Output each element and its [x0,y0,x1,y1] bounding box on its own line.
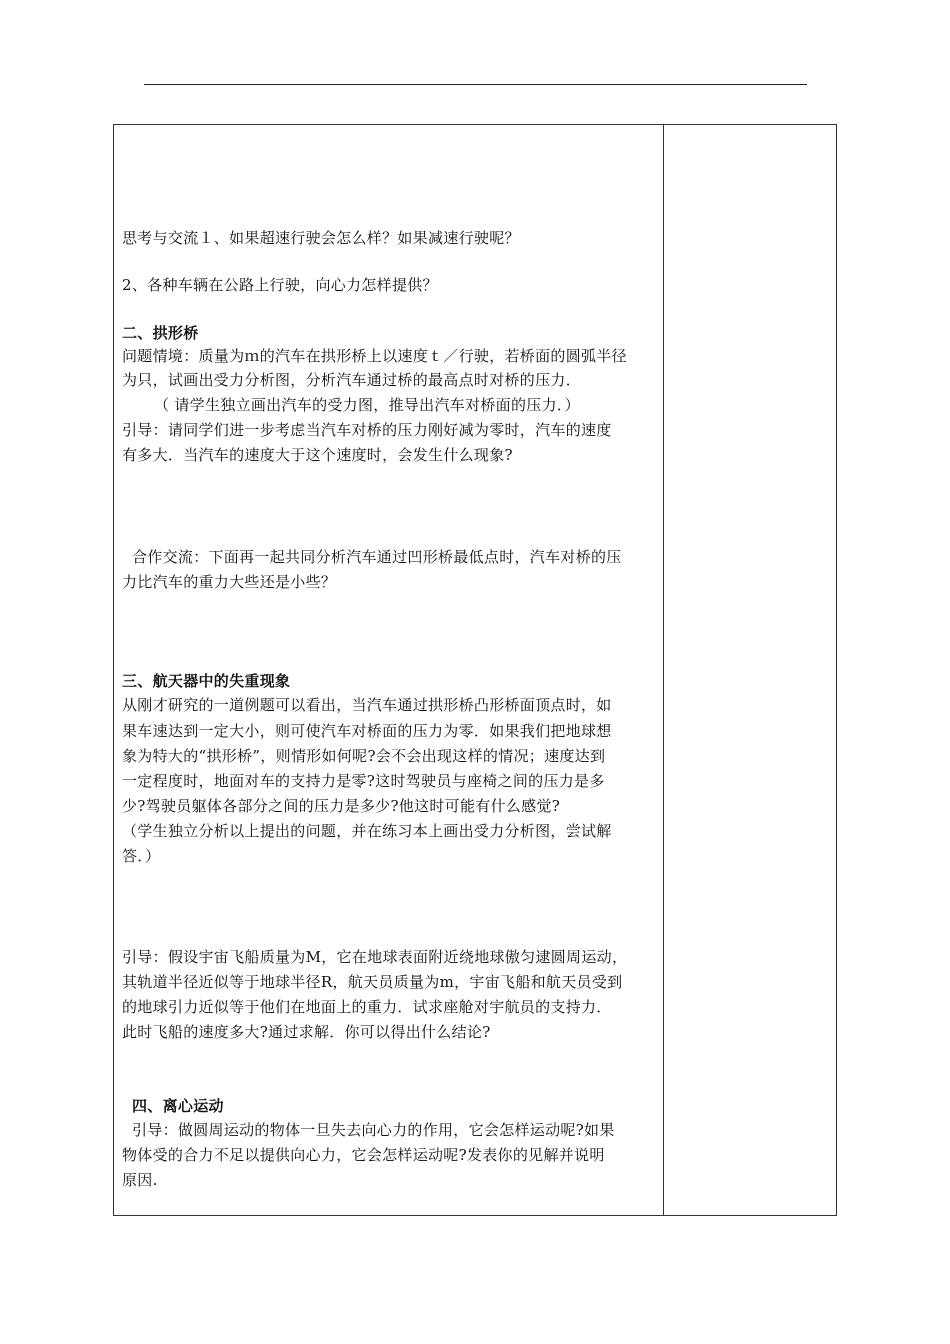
paragraph-line: 为只，试画出受力分析图，分析汽车通过桥的最高点时对桥的压力． [122,371,582,389]
header-rule [144,84,807,85]
paragraph-line: 答．） [122,847,161,865]
paragraph-line: 此时飞船的速度多大?通过求解．你可以得出什么结论? [122,1023,491,1041]
paragraph-line: 合作交流：下面再一起共同分析汽车通过凹形桥最低点时，汽车对桥的压 [132,548,622,566]
paragraph-line: 一定程度时，地面对车的支持力是零?这时驾驶员与座椅之间的压力是多 [122,772,605,790]
lesson-content-cell [122,125,660,1215]
section-heading-weightlessness: 三、航天器中的失重现象 [122,672,291,690]
section-heading-arch-bridge: 二、拱形桥 [122,324,199,342]
paragraph-line: 从刚才研究的一道例题可以看出，当汽车通过拱形桥凸形桥面顶点时，如 [122,696,612,714]
paragraph-line: 引导：假设宇宙飞船质量为M，它在地球表面附近绕地球傲匀逮圆周运动， [122,948,628,966]
paragraph-line: 引导：做圆周运动的物体一旦失去向心力的作用，它会怎样运动呢?如果 [132,1121,615,1139]
think-discuss-question-2: 2、各种车辆在公路上行驶，向心力怎样提供？ [122,276,438,294]
paragraph-line: 引导：请同学们进一步考虑当汽车对桥的压力刚好减为零时，汽车的速度 [122,421,612,439]
section-heading-centrifugal: 四、离心运动 [132,1097,224,1115]
paragraph-line: 象为特大的“拱形桥”，则情形如何呢?会不会出现这样的情况；速度达到 [122,747,606,765]
paragraph-line: 问题情境：质量为ｍ的汽车在拱形桥上以速度ｔ／行驶，若桥面的圆弧半径 [122,347,627,365]
paragraph-line: 力比汽车的重力大些还是小些？ [122,573,337,591]
notes-cell [664,125,836,1215]
think-discuss-question-1: 思考与交流１、如果超速行驶会怎么样？如果减速行驶呢？ [122,229,520,247]
paragraph-line: 的地球引力近似等于他们在地面上的重力．试求座舱对宇航员的支持力． [122,998,612,1016]
paragraph-line: 果车速达到一定大小，则可使汽车对桥面的压力为零．如果我们把地球想 [122,722,612,740]
paragraph-line: （学生独立分析以上提出的问题，并在练习本上画出受力分析图，尝试解 [122,822,612,840]
paragraph-line: 少?驾驶员躯体各部分之间的压力是多少?他这时可能有什么感觉? [122,797,561,815]
paragraph-line: （ 请学生独立画出汽车的受力图，推导出汽车对桥面的压力．） [154,396,580,414]
paragraph-line: 其轨道半径近似等于地球半径R，航天员质量为m，宇宙飞船和航天员受到 [122,973,623,991]
paragraph-line: 有多大．当汽车的速度大于这个速度时，会发生什么现象? [122,446,513,464]
lesson-table [113,124,837,1216]
paragraph-line: 物体受的合力不足以提供向心力，它会怎样运动呢?发表你的见解并说明 [122,1146,605,1164]
paragraph-line: 原因. [122,1171,158,1189]
